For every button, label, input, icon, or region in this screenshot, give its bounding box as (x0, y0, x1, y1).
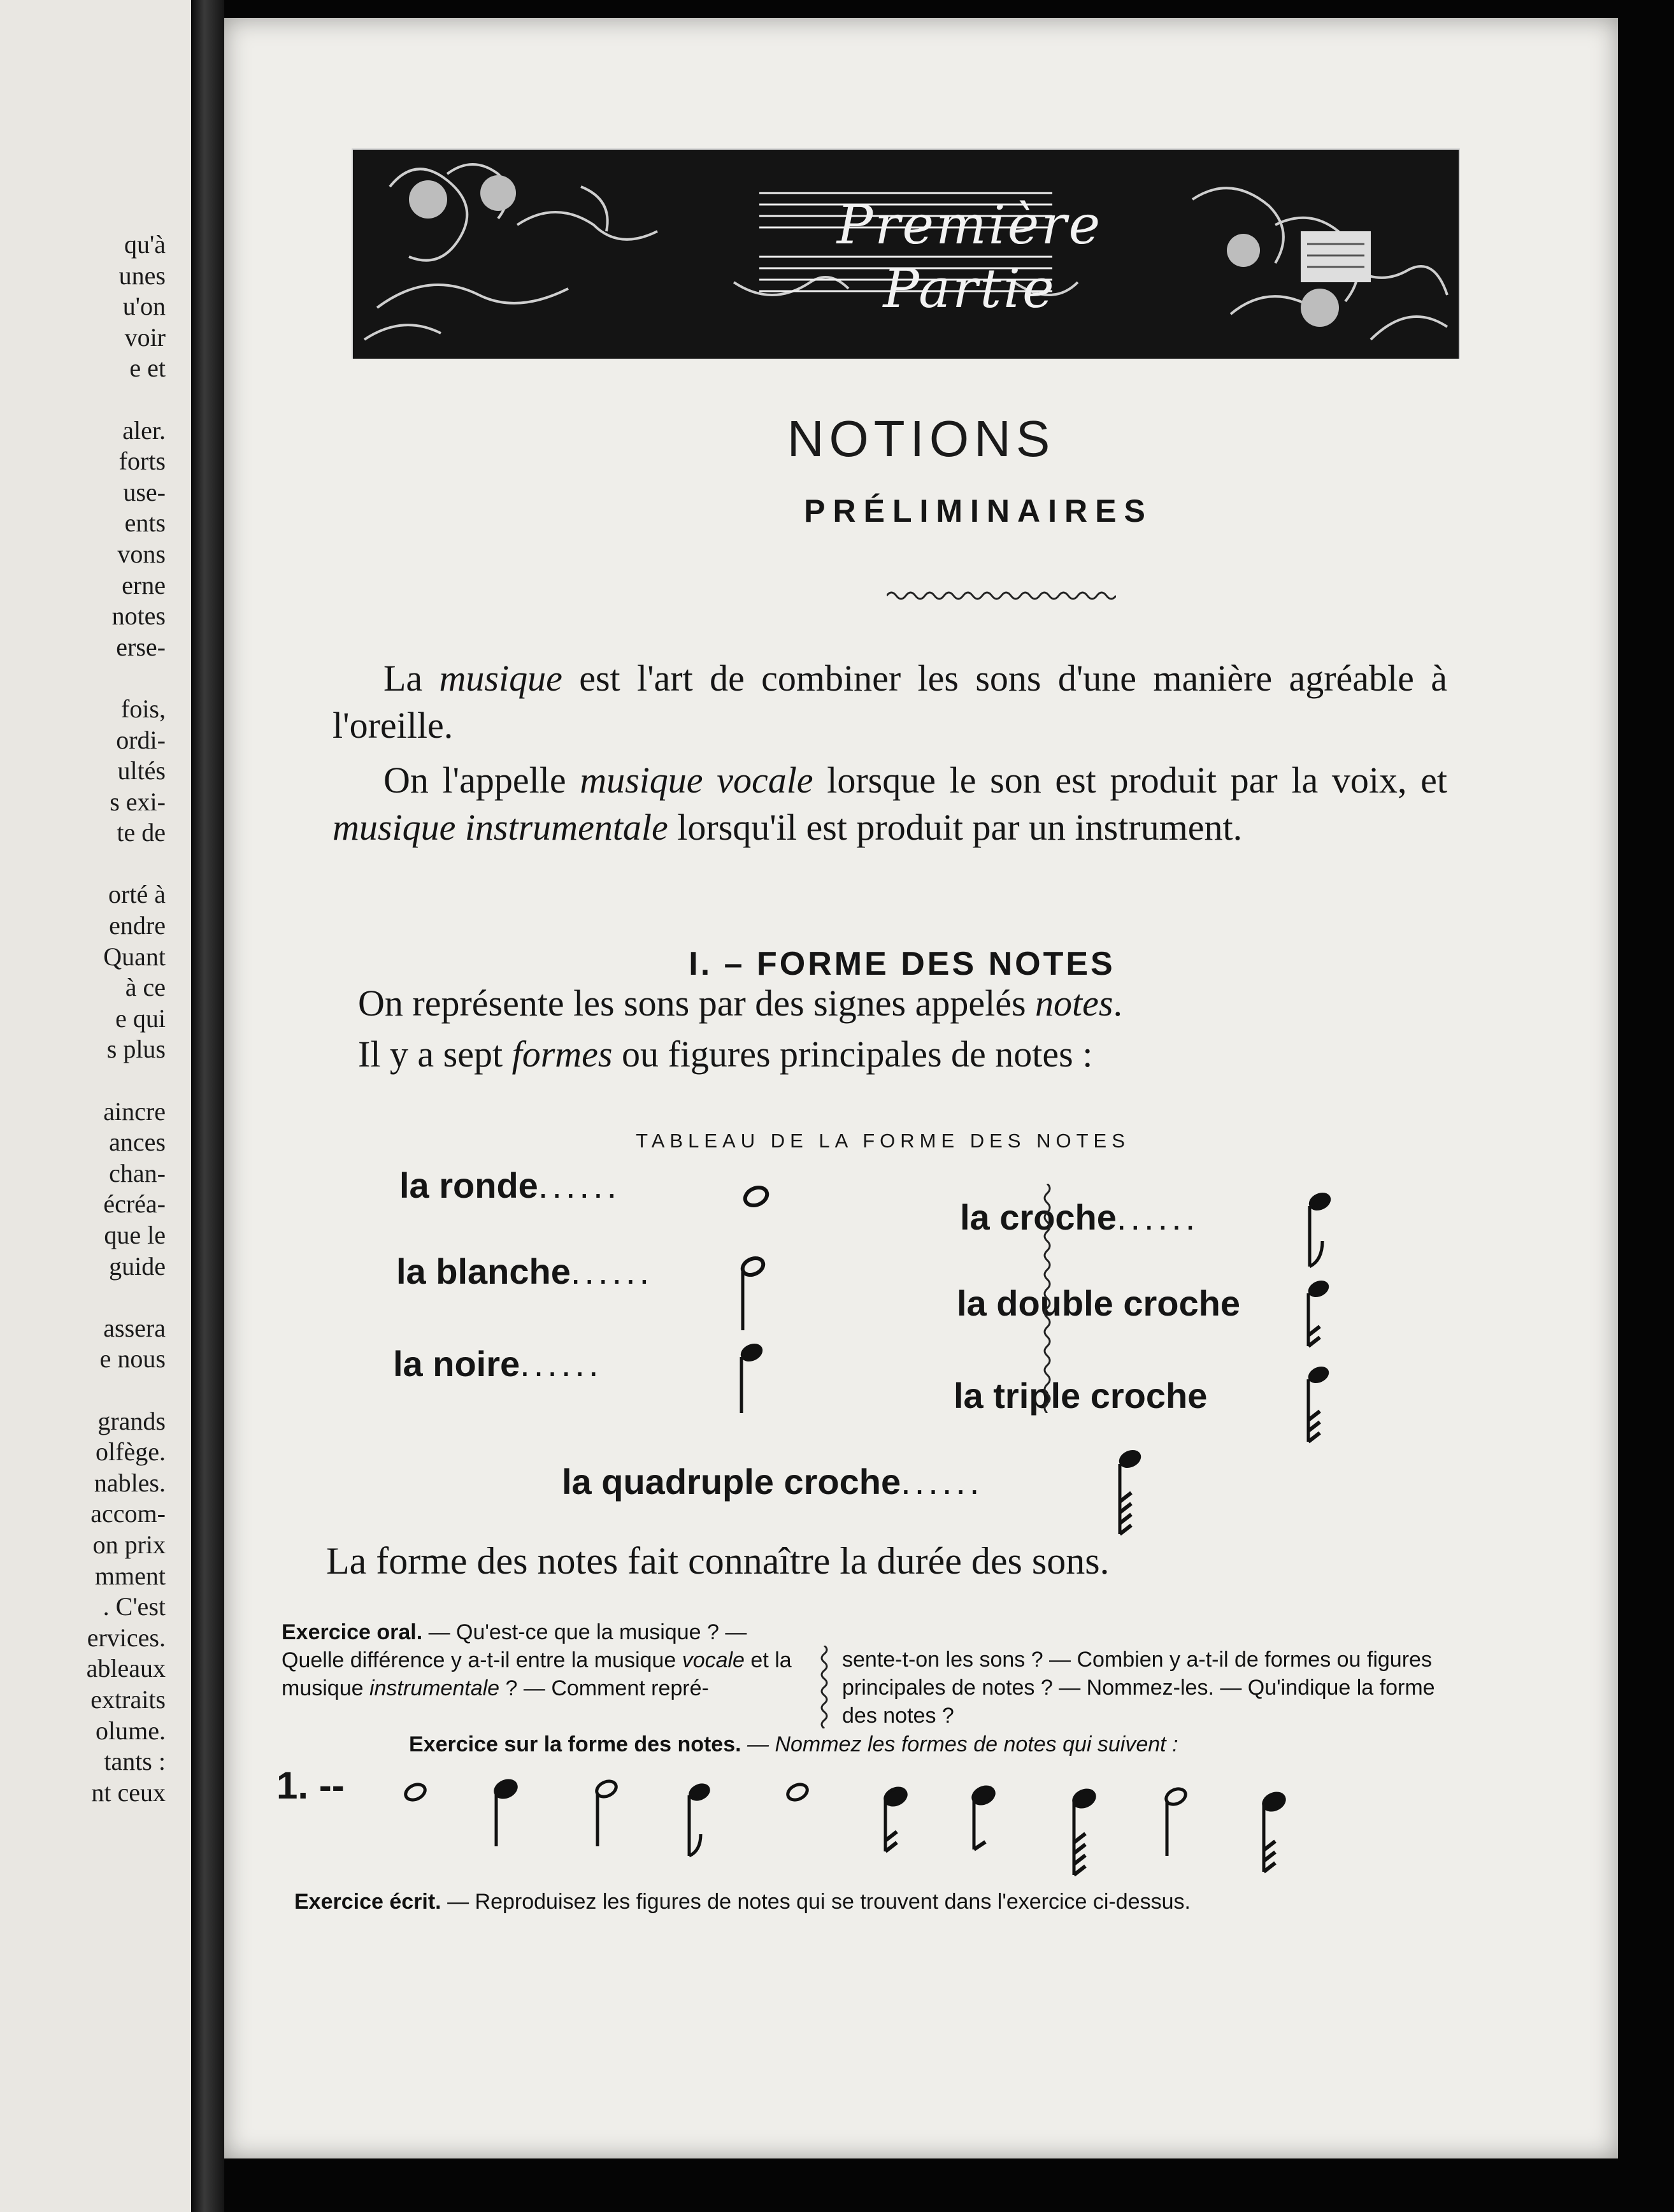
triple-croche-icon (1261, 1790, 1287, 1872)
croche-icon (1306, 1189, 1334, 1267)
double-croche-icon (1306, 1277, 1332, 1346)
exercise-note-figures (224, 1738, 1618, 1885)
text-run: On l'appelle (383, 759, 580, 801)
text-run: — Nommez les formes de notes qui suivent : (741, 1732, 1178, 1756)
book-page (224, 18, 1618, 2158)
leader-dots: ...... (520, 1344, 603, 1384)
text-run: . (1113, 982, 1122, 1024)
note-figures (224, 18, 1618, 1547)
leader-dots: ...... (570, 1251, 654, 1291)
double-croche-icon (883, 1785, 909, 1851)
summary-sentence: La forme des notes fait connaître la durée des sons. (326, 1540, 1110, 1582)
note-label: la noire (393, 1344, 520, 1384)
page-subtitle: PRÉLIMINAIRES (804, 493, 1153, 529)
quadruple-croche-icon (1071, 1787, 1098, 1875)
noire-icon (971, 1784, 997, 1849)
noire-icon (738, 1340, 766, 1413)
oral-exercise-left (282, 1618, 798, 1702)
blanche-icon (1164, 1786, 1188, 1856)
oral-exercise-right: sente-t-on les sons ? — Combien y a-t-il de formes ou figures principales de notes ? — Nommez-les. — Qu'indique la forme des notes ? (842, 1648, 1435, 1728)
ronde-icon (785, 1781, 810, 1802)
text-run: — Reproduisez les figures de notes qui se trouvent dans l'exercice ci-dessus. (441, 1890, 1191, 1914)
text-run: vocale (682, 1648, 745, 1672)
term-musique-instrumentale: musique instrumentale (333, 807, 668, 848)
term-musique: musique (439, 657, 562, 699)
blanche-icon (594, 1778, 619, 1846)
ronde-icon (403, 1781, 427, 1802)
written-exercise (294, 1888, 1505, 1916)
leader-dots: ...... (538, 1165, 621, 1205)
written-exercise-label: Exercice écrit. (294, 1890, 441, 1914)
table-caption: TABLEAU DE LA FORME DES NOTES (636, 1130, 1130, 1152)
notes-exercise-label: Exercice sur la forme des notes. (409, 1732, 741, 1756)
text-run: ? — Comment repré- (499, 1676, 709, 1700)
banner-title-line2: Partie (883, 257, 1056, 320)
note-label: la double croche (957, 1283, 1240, 1323)
book-spine (191, 0, 224, 2212)
oral-exercise-label: Exercice oral. (282, 1620, 423, 1644)
text-run: est l'art de combiner les sons d'une manière agréable à l'oreille. (333, 657, 1448, 746)
text-run: instrumentale (369, 1676, 500, 1700)
note-label: la blanche (396, 1251, 571, 1291)
note-label: la croche (960, 1197, 1117, 1237)
page-title: NOTIONS (787, 410, 1055, 467)
ronde-icon (742, 1184, 770, 1209)
term-notes: notes (1035, 982, 1113, 1024)
section-heading: I. – FORME DES NOTES (689, 945, 1115, 982)
exercise-number: 1. -- (276, 1764, 345, 1807)
leader-dots: ...... (901, 1462, 984, 1502)
text-run: et la musique (282, 1648, 792, 1700)
leader-dots: ...... (1116, 1197, 1199, 1237)
text-run: La (383, 657, 440, 699)
exercise-divider (817, 1646, 832, 1728)
triple-croche-icon (1306, 1363, 1332, 1442)
text-run: Il y a sept (358, 1033, 512, 1075)
blanche-icon (740, 1255, 766, 1330)
left-page-text: qu'à unes u'on voir e et aler. forts use- ents vons erne notes erse- fois, ordi- ultés s exi- te de orté à endre Quant à ce e qui s plus aincre ances chan- écréa- que le guide assera e nous grands olfège. nables. accom- on prix mment . C'est ervices. ableaux extraits olume. tants : nt ceux (86, 230, 166, 1807)
term-formes: formes (512, 1033, 613, 1075)
croche-icon (688, 1783, 711, 1856)
banner-title-line1: Première (836, 194, 1103, 256)
text-run: lorsque le son est produit par la voix, et (813, 759, 1447, 801)
text-run: On représente les sons par des signes appelés (358, 982, 1036, 1024)
note-label: la quadruple croche (562, 1462, 901, 1502)
noire-icon (493, 1778, 519, 1846)
quadruple-croche-icon (1116, 1447, 1144, 1534)
note-label: la triple croche (954, 1375, 1208, 1416)
text-run: ou figures principales de notes : (612, 1033, 1093, 1075)
left-facing-page (0, 0, 191, 2212)
text-run: lorsqu'il est produit par un instrument. (668, 807, 1243, 848)
text-run: — Qu'est-ce que la musique ? — Quelle différence y a-t-il entre la musique (282, 1620, 747, 1672)
note-label: la ronde (399, 1165, 538, 1205)
term-musique-vocale: musique vocale (580, 759, 813, 801)
